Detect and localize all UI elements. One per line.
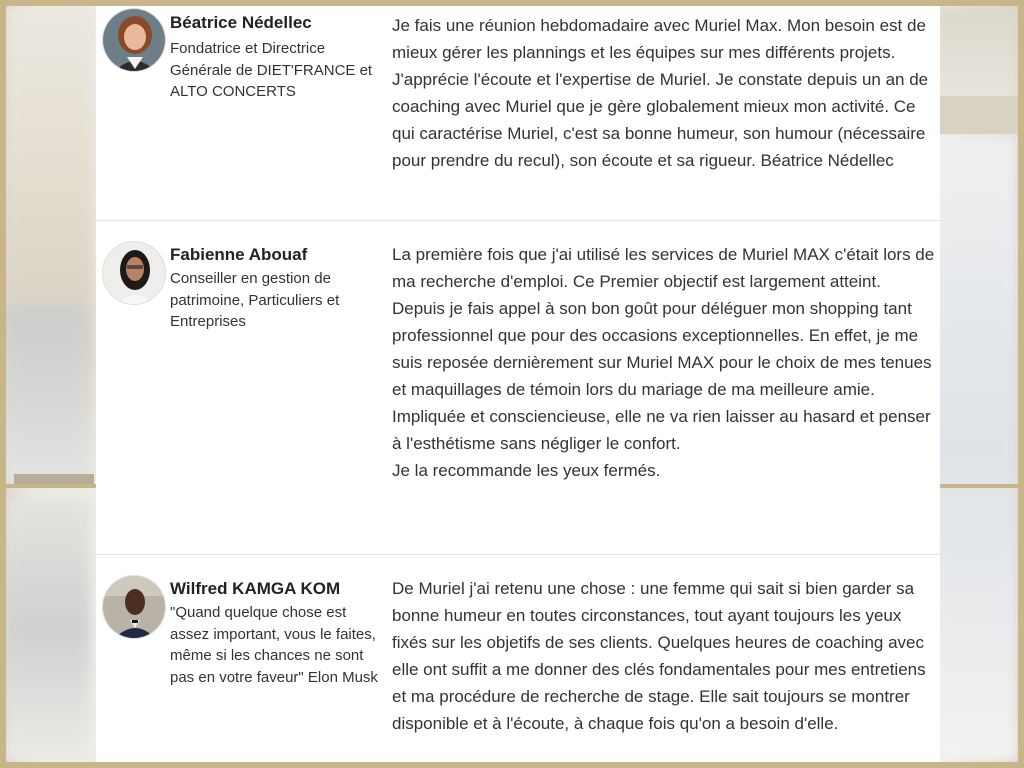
testimonial-item bbox=[96, 221, 940, 551]
person-name: Fabienne Abouaf bbox=[170, 245, 308, 264]
avatar bbox=[102, 241, 166, 305]
testimonial-item bbox=[96, 6, 940, 216]
testimonial-paragraph: La première fois que j'ai utilisé les services de Muriel MAX c'était lors de ma recherche d'emploi. Ce Premier objectif est largement atteint. bbox=[392, 245, 935, 291]
testimonial-paragraph: Je fais une réunion hebdomadaire avec Muriel Max. Mon besoin est de mieux gérer les plannings et les équipes sur mes différents projets. J'apprécie l'écoute et l'expertise de Muriel. Je constate depuis un an de coaching avec Muriel que je gère globalement mieux mon activité. Ce qui caractérise Muriel, c'est sa bonne humeur, son humour (nécessaire pour prendre du recul), son écoute et sa rigueur. Béatrice Nédellec bbox=[392, 16, 929, 170]
avatar bbox=[102, 8, 166, 72]
testimonial-text bbox=[392, 575, 937, 737]
testimonial-text bbox=[392, 241, 937, 484]
background-left-window bbox=[6, 306, 86, 476]
testimonial-item bbox=[96, 555, 940, 762]
person-name: Wilfred KAMGA KOM bbox=[170, 579, 341, 598]
background-left-bottom bbox=[6, 496, 91, 762]
testimonial-text bbox=[392, 12, 937, 174]
person-role: Fondatrice et Directrice Générale de DIET'FRANCE et ALTO CONCERTS bbox=[170, 40, 373, 100]
testimonial-paragraph: Je la recommande les yeux fermés. bbox=[392, 461, 661, 480]
background-right-bottom bbox=[932, 136, 1018, 762]
background-shelf bbox=[932, 96, 1018, 134]
testimonials-panel bbox=[96, 6, 940, 762]
person-role: "Quand quelque chose est assez important, vous le faites, même si les chances ne sont pas en votre faveur" Elon Musk bbox=[170, 604, 378, 686]
person-role: Conseiller en gestion de patrimoine, Particuliers et Entreprises bbox=[170, 270, 340, 330]
testimonial-paragraph: De Muriel j'ai retenu une chose : une femme qui sait si bien garder sa bonne humeur en toutes circonstances, tout ayant toujours les yeux fixés sur les objetifs de ses clients. Quelques heures de coaching avec elle ont suffit a me donner des clés fondamentales pour mes entretiens et ma procédure de recherche de stage. Elle sait toujours se montrer disponible et à l'écoute, à chaque fois qu'on a besoin d'elle. bbox=[392, 579, 926, 733]
background-ledge bbox=[14, 474, 94, 484]
person-name: Béatrice Nédellec bbox=[170, 13, 312, 32]
avatar bbox=[102, 575, 166, 639]
testimonial-paragraph: Impliquée et consciencieuse, elle ne va rien laisser au hasard et penser à l'esthétisme sans négliger le confort. bbox=[392, 407, 931, 453]
testimonial-paragraph: Depuis je fais appel à son bon goût pour déléguer mon shopping tant professionnel que pour des occasions exceptionnelles. En effet, je me suis reposée dernièrement sur Muriel MAX pour le choix de mes tenues et maquillages de témoin lors du mariage de ma meilleure amie. bbox=[392, 299, 932, 399]
page-frame bbox=[6, 6, 1018, 762]
